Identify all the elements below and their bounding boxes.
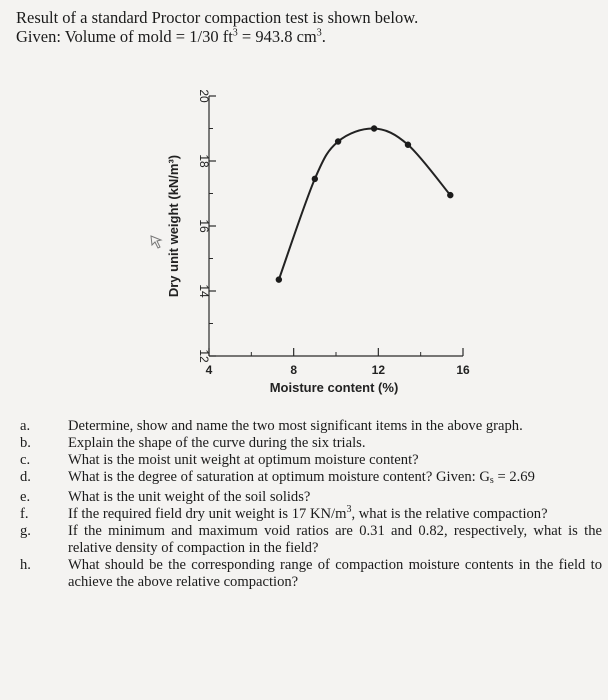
x-tick-label: 4	[205, 363, 213, 377]
data-point	[447, 192, 453, 198]
y-tick-label: 12	[197, 349, 211, 363]
question-item	[0, 557, 608, 591]
question-item	[0, 506, 608, 523]
question-letter: b.	[20, 435, 31, 451]
question-item	[0, 435, 608, 452]
x-tick-label: 12	[371, 363, 386, 377]
x-axis-label: Moisture content (%)	[269, 380, 399, 395]
y-tick-label: 20	[197, 89, 211, 103]
x-tick-label: 8	[290, 363, 298, 377]
subscript: s	[489, 475, 494, 486]
question-letter: c.	[20, 452, 31, 468]
question-letter: e.	[20, 489, 31, 505]
exponent: 3	[232, 27, 238, 39]
y-tick-label: 14	[197, 284, 211, 298]
y-ticks	[197, 89, 216, 363]
question-item	[0, 489, 608, 506]
data-points	[276, 125, 454, 283]
header-line-2-suffix: .	[321, 27, 326, 46]
x-ticks	[206, 348, 470, 377]
y-tick-label: 16	[197, 219, 211, 233]
question-item	[0, 523, 608, 557]
question-item	[0, 418, 608, 435]
y-tick-label: 18	[197, 154, 211, 168]
question-letter: h.	[20, 557, 31, 573]
question-text: What should be the corresponding range of compaction moisture contents in the field to achieve the above relative compaction?	[68, 557, 602, 590]
compaction-curve	[279, 128, 450, 279]
data-point	[371, 125, 377, 131]
question-text: If the minimum and maximum void ratios are 0.31 and 0.82, respectively, what is the relative density of compaction in the field?	[68, 523, 602, 556]
y-axis-label: Dry unit weight (kN/m³)	[166, 154, 181, 298]
question-letter: a.	[20, 418, 31, 434]
question-letter: f.	[20, 506, 29, 522]
data-point	[276, 276, 282, 282]
data-point	[405, 142, 411, 148]
question-text: What is the degree of saturation at optimum moisture content? Given: $G_s = 2.69$	[68, 469, 535, 486]
data-point	[312, 176, 318, 182]
question-text: What is the unit weight of the soil solids?	[68, 489, 311, 505]
exponent: 3	[316, 27, 322, 39]
question-text: If the required field dry unit weight is 17 $KN/m^3$, what is the relative compaction?	[68, 504, 548, 522]
question-text: Explain the shape of the curve during the six trials.	[68, 435, 366, 451]
question-list	[0, 418, 608, 591]
header-line-2-mid: = 943.8 cm	[237, 27, 317, 46]
cursor-icon	[151, 236, 161, 248]
question-text: What is the moist unit weight at optimum moisture content?	[68, 452, 419, 468]
question-text: Determine, show and name the two most significant items in the above graph.	[68, 418, 523, 434]
x-tick-label: 16	[456, 363, 470, 377]
data-point	[335, 138, 341, 144]
superscript: 3	[346, 504, 352, 516]
header-line-1: Result of a standard Proctor compaction test is shown below.	[16, 8, 419, 27]
header-line-2-prefix: Given: Volume of mold = 1/30 ft	[16, 27, 233, 46]
question-letter: g.	[20, 523, 31, 539]
question-item	[0, 452, 608, 469]
question-letter: d.	[20, 469, 31, 485]
question-item	[0, 469, 608, 489]
